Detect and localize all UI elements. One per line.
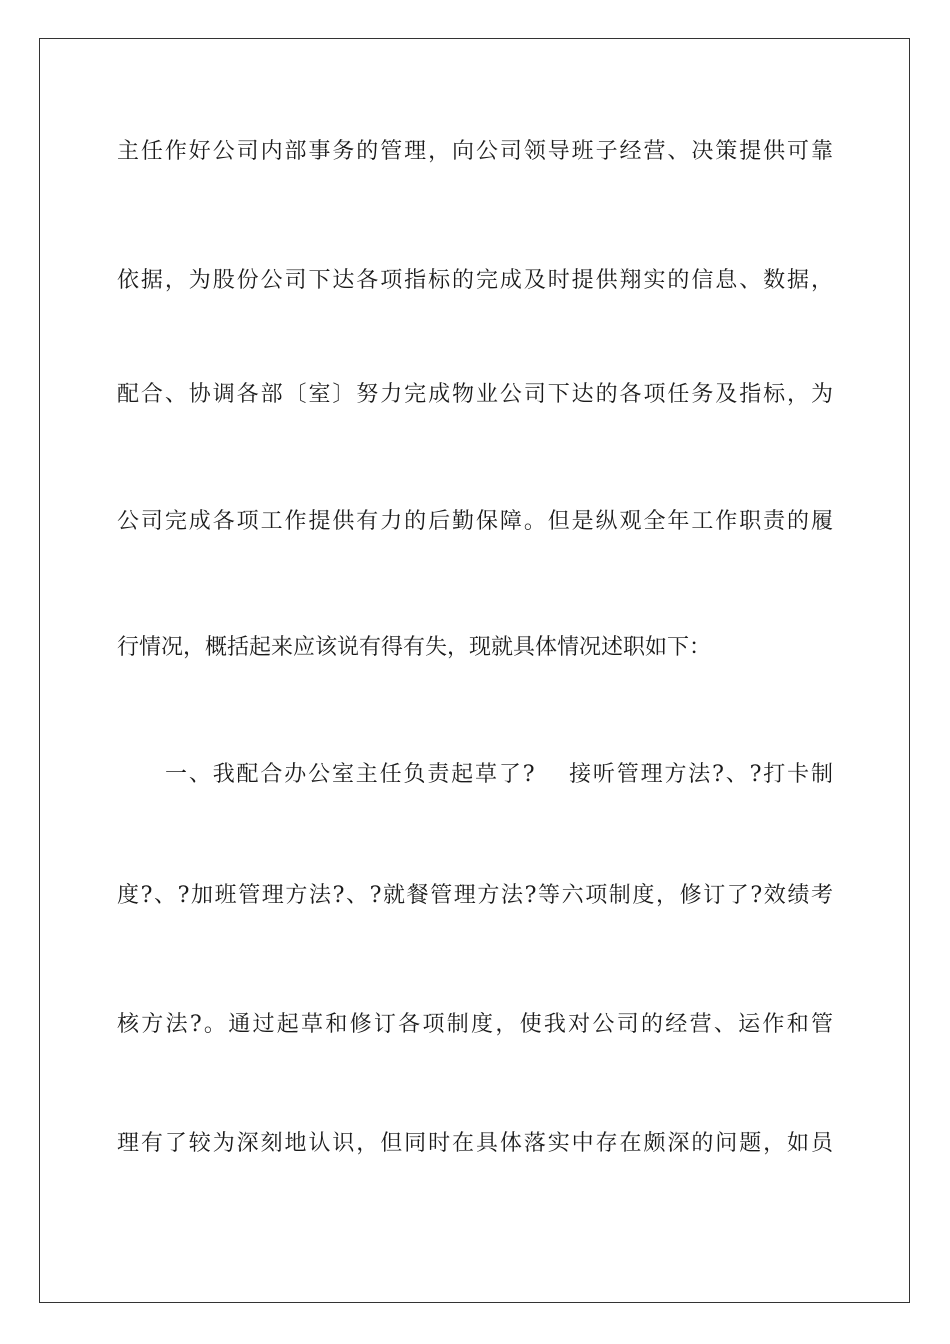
body-text-line-3: 配合、协调各部〔室〕努力完成物业公司下达的各项任务及指标，为 xyxy=(117,382,833,407)
body-text-line-6: 一、我配合办公室主任负责起草了? 接听管理方法?、?打卡制 xyxy=(165,762,833,787)
body-text-line-2: 依据，为股份公司下达各项指标的完成及时提供翔实的信息、数据， xyxy=(117,268,833,293)
page-border xyxy=(39,38,910,1303)
body-text-line-9: 理有了较为深刻地认识，但同时在具体落实中存在颇深的问题，如员 xyxy=(117,1131,833,1156)
body-text-line-1: 主任作好公司内部事务的管理，向公司领导班子经营、决策提供可靠 xyxy=(117,139,833,164)
body-text-line-4: 公司完成各项工作提供有力的后勤保障。但是纵观全年工作职责的履 xyxy=(117,509,833,534)
body-text-line-5: 行情况，概括起来应该说有得有失，现就具体情况述职如下： xyxy=(117,635,712,660)
body-text-line-8: 核方法?。通过起草和修订各项制度，使我对公司的经营、运作和管 xyxy=(117,1012,833,1037)
body-text-line-7: 度?、?加班管理方法?、?就餐管理方法?等六项制度，修订了?效绩考 xyxy=(117,883,833,908)
